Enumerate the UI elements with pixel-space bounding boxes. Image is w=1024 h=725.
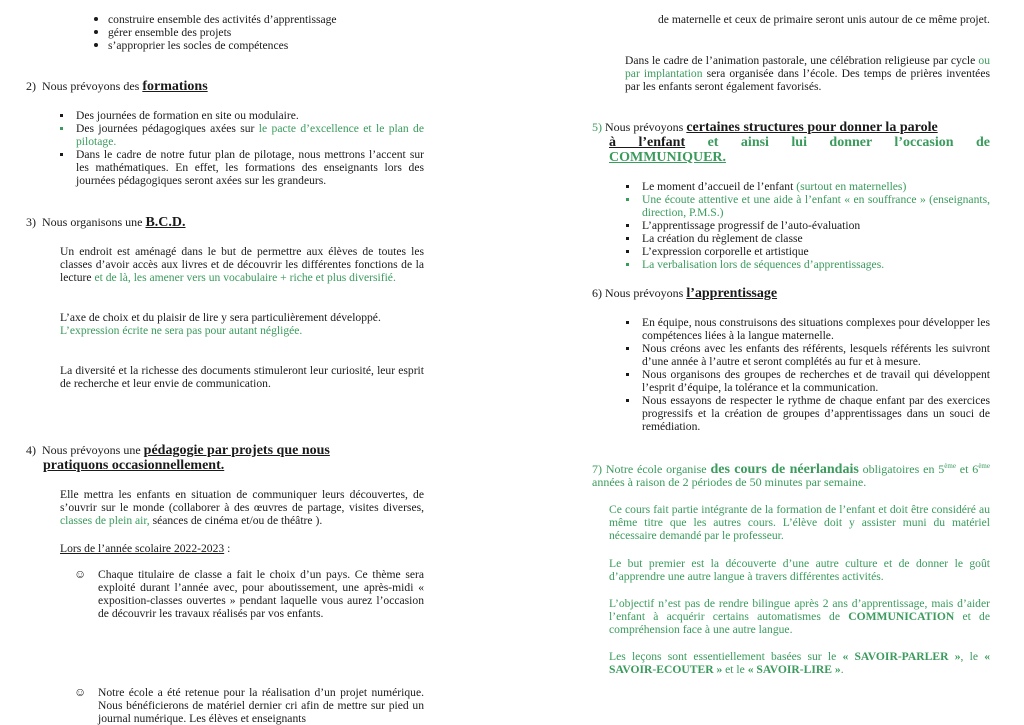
section-number: 7) [592,462,602,476]
section-5-list [620,180,990,271]
section-5-heading-line-2: à l’enfant et ainsi lui donner l’occasion de [609,135,990,150]
section-title: formations [142,79,208,94]
dutch-paragraph-2: Le but premier est la découverte d’une autre culture et de donner le goût d’apprendre une autre langue à travers différentes activités. [609,557,990,583]
dutch-paragraph-3: L’objectif n’est pas de rendre bilingue après 2 ans d’apprentissage, mais d’aider l’enfant à acquérir certains automatismes de COMMUNICATION et de compréhension face à une autre langue. [609,597,991,636]
section-number: 3) [26,215,36,229]
section-intro: Nous prévoyons des [42,79,140,93]
smiley-icon: ☺ [74,685,87,699]
list-item: L’expression corporelle et artistique [620,245,990,258]
section-number: 6) [592,286,602,300]
list-item: construire ensemble des activités d’apprentissage [92,13,422,26]
projects-paragraph: Elle mettra les enfants en situation de communiquer leurs découvertes, de s’ouvrir sur le monde (collaborer à des œuvres de partage, visites diverses, classes de plein air, séances de cinéma et/ou de théâtre ). [60,488,424,527]
section-4-heading [26,444,424,457]
section-title-line-2: pratiquons occasionnellement. [43,458,225,473]
list-item: En équipe, nous construisons des situations complexes pour développer les compétences liées à la langue maternelle. [620,316,990,342]
section-4-heading-line-2 [43,459,423,472]
list-item: gérer ensemble des projets [92,26,422,39]
bcd-paragraph-3: L’expression écrite ne sera pas pour autant négligée. [60,324,303,337]
bcd-paragraph-4: La diversité et la richesse des documents stimuleront leur curiosité, leur esprit de recherche et leur envie de communication. [60,364,424,390]
list-item: La création du règlement de classe [620,232,990,245]
list-item: L’apprentissage progressif de l’auto-évaluation [620,219,990,232]
list-item: Une écoute attentive et une aide à l’enfant « en souffrance » (enseignants, direction, P.M.S.) [620,193,990,219]
section-title-line-1: pédagogie par projets que nous [143,443,330,458]
section-title: l’apprentissage [686,286,778,301]
section-title: des cours de néerlandais [710,462,859,477]
section-intro: Nous prévoyons une [42,443,141,457]
dutch-paragraph-4: Les leçons sont essentiellement basées sur le « SAVOIR-PARLER », le « SAVOIR-ECOUTER » et le « SAVOIR-LIRE ». [609,650,990,676]
list-item: Nous créons avec les enfants des référents, lesquels référents les suivront d’une année à l’autre et seront complétés au fur et à mesure. [620,342,990,368]
list-item: Nous essayons de respecter le rythme de chaque enfant par des exercices progressifs et la création de groupes d’apprentissages dans un souci de remédiation. [620,394,990,433]
section-number: 2) [26,79,36,93]
section-intro: Nous prévoyons [605,286,684,300]
section-3-heading [26,216,424,229]
section-number: 5) [592,120,602,134]
bcd-paragraph-2: L’axe de choix et du plaisir de lire y sera particulièrement développé. [60,311,381,324]
project-item-1: ☺ Chaque titulaire de classe a fait le choix d’un pays. Ce thème sera exploité durant l’année avec, pour aboutissement, une après-midi « exposition-classes ouvertes » pendant laquelle vous aurez l’occasion de découvrir les travaux réalisés par vos enfants. [74,567,424,620]
section-number: 4) [26,443,36,457]
dutch-paragraph-1: Ce cours fait partie intégrante de la formation de l’enfant et doit être considéré au même titre que les autres cours. L’élève doit y assister muni du matériel nécessaire demandé par le professeur. [609,503,990,542]
section-intro: Nous prévoyons [605,120,684,134]
section-intro: Nous organisons une [42,215,143,229]
list-item: Nous organisons des groupes de recherches et de travail qui développent l’esprit d’équipe, la tolérance et la communication. [620,368,990,394]
pastoral-paragraph: Dans le cadre de l’animation pastorale, une célébration religieuse par cycle ou par implantation sera organisée dans l’école. Des temps de prières inventées par les enfants seront également favorisés. [625,54,990,93]
list-item: Des journées pédagogiques axées sur le pacte d’excellence et le plan de pilotage. [54,122,424,148]
section-2-heading [26,80,424,93]
list-item: Le moment d’accueil de l’enfant (surtout en maternelles) [620,180,990,193]
section-6-list [620,316,990,433]
section-title: B.C.D. [145,215,186,230]
list-item: La verbalisation lors de séquences d’apprentissages. [620,258,990,271]
list-item: s’approprier les socles de compétences [92,39,422,52]
section-title-line-1: certaines structures pour donner la parole [686,120,938,135]
section-6-heading [592,287,990,300]
project-item-2: ☺ Notre école a été retenue pour la réalisation d’un projet numérique. Nous bénéficierons de matériel dernier cri afin de mettre sur pied un journal numérique. Les élèves et enseignants [74,685,424,725]
continued-text: de maternelle et ceux de primaire seront unis autour de ce même projet. [658,13,990,26]
section-intro: Notre école organise [605,462,707,476]
smiley-icon: ☺ [74,567,87,581]
school-year-label: Lors de l’année scolaire 2022-2023 : [60,542,231,555]
top-bullet-list [92,13,422,52]
list-item: Dans le cadre de notre futur plan de pilotage, nous mettrons l’accent sur les mathématiques. En effet, les formations des enseignants lors des journées pédagogiques seront axées sur les grandeurs. [54,148,424,187]
section-5-heading-line-3: COMMUNIQUER. [609,150,727,165]
list-item: Des journées de formation en site ou modulaire. [54,109,424,122]
section-7-heading: 7) Notre école organise des cours de néerlandais obligatoires en 5ème et 6ème années à raison de 2 périodes de 50 minutes par semaine. [592,462,990,489]
bcd-paragraph-1: Un endroit est aménagé dans le but de permettre aux élèves de toutes les classes d’avoir accès aux livres et de découvrir les différentes fonctions de la lecture et de là, les amener vers un vocabulaire + riche et plus diversifié. [60,245,424,284]
section-5-heading [592,121,990,134]
section-2-list [54,109,424,187]
left-column [26,0,425,725]
